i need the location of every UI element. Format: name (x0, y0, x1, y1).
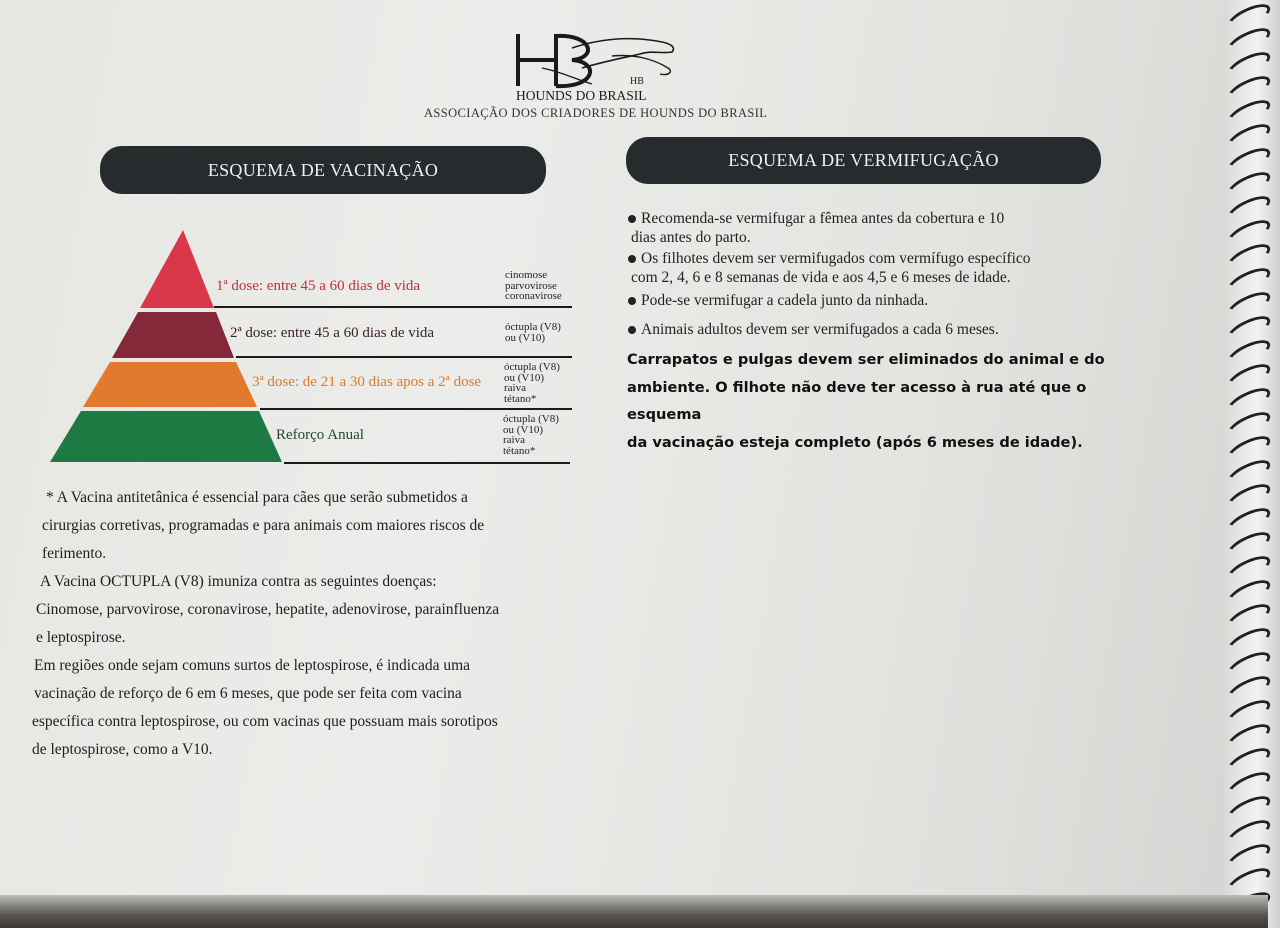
pyramid-level-1 (140, 230, 214, 308)
bullet-icon (628, 255, 636, 263)
note-line: cirurgias corretivas, programadas e para animais com maiores riscos de (42, 517, 485, 534)
note-line: Em regiões onde sejam comuns surtos de leptospirose, é indicada uma (34, 657, 471, 674)
note-line: A Vacina OCTUPLA (V8) imuniza contra as seguintes doenças: (40, 573, 437, 590)
divider-2 (236, 356, 572, 358)
note-line: ferimento. (42, 545, 107, 562)
note-line: de leptospirose, como a V10. (32, 741, 213, 758)
vaccination-notes (28, 484, 588, 764)
deworming-bullet-2 (628, 249, 1031, 287)
dose-2-label: 2ª dose: entre 45 a 60 dias de vida (230, 325, 435, 341)
dose-3-label: 3ª dose: de 21 a 30 dias apos a 2ª dose (252, 374, 482, 390)
note-line: e leptospirose. (36, 629, 126, 646)
vaccination-heading: ESQUEMA DE VACINAÇÃO (100, 146, 546, 194)
brand-name: HOUNDS DO BRASIL (516, 88, 647, 103)
dose-1-diseases: cinomose parvovirose coronavirose (505, 269, 562, 302)
pyramid-level-4 (50, 411, 282, 462)
bullet-text: Os filhotes devem ser vermifugados com vermífugo específico (641, 250, 1031, 267)
divider-1 (214, 306, 572, 308)
dose-3-diseases: óctupla (V8) ou (V10) raiva tétano* (504, 361, 560, 405)
pyramid-level-2 (112, 312, 234, 358)
annual-booster-diseases: óctupla (V8) ou (V10) raiva tétano* (503, 413, 559, 457)
deworming-heading: ESQUEMA DE VERMIFUGAÇÃO (626, 137, 1101, 184)
dose-1-label: 1ª dose: entre 45 a 60 dias de vida (216, 278, 421, 294)
deworming-bullet-1 (628, 209, 1004, 247)
bullet-text: Pode-se vermifugar a cadela junto da ninhada. (641, 292, 929, 309)
page-edge-shadow (0, 895, 1268, 928)
divider-4 (284, 462, 570, 464)
bullet-text: dias antes do parto. (631, 229, 751, 246)
bullet-icon (628, 215, 636, 223)
bullet-icon (628, 297, 636, 305)
warning-line: ambiente. O filhote não deve ter acesso à rua até que o esquema (627, 378, 1087, 423)
bullet-text: com 2, 4, 6 e 8 semanas de vida e aos 4,5 e 6 meses de idade. (631, 269, 1011, 286)
bullet-text: Recomenda-se vermifugar a fêmea antes da cobertura e 10 (641, 210, 1005, 227)
association-name: ASSOCIAÇÃO DOS CRIADORES DE HOUNDS DO BRASIL (424, 106, 768, 120)
note-line: vacinação de reforço de 6 em 6 meses, que pode ser feita com vacina (34, 685, 462, 702)
divider-3 (260, 408, 572, 410)
warning-line: da vacinação esteja completo (após 6 meses de idade). (627, 433, 1083, 451)
bullet-icon (628, 326, 636, 334)
note-line: Cinomose, parvovirose, coronavirose, hepatite, adenovirose, parainfluenza (36, 601, 500, 618)
warning-line: Carrapatos e pulgas devem ser eliminados do animal e do (627, 351, 1105, 368)
parasite-warning (627, 346, 1147, 456)
svg-text:HB: HB (630, 76, 644, 87)
deworming-bullet-4 (628, 321, 999, 339)
spiral-binding (1224, 0, 1280, 928)
note-line: específica contra leptospirose, ou com vacinas que possuam mais sorotipos (32, 713, 498, 730)
bullet-text: Animais adultos devem ser vermifugados a cada 6 meses. (641, 321, 999, 338)
pyramid-level-3 (83, 362, 257, 407)
note-line: * A Vacina antitetânica é essencial para cães que serão submetidos a (46, 489, 468, 506)
annual-booster-label: Reforço Anual (276, 427, 364, 443)
dose-2-diseases: óctupla (V8) ou (V10) (505, 321, 561, 344)
deworming-bullet-3 (628, 292, 928, 310)
hounds-do-brasil-logo (512, 28, 682, 104)
